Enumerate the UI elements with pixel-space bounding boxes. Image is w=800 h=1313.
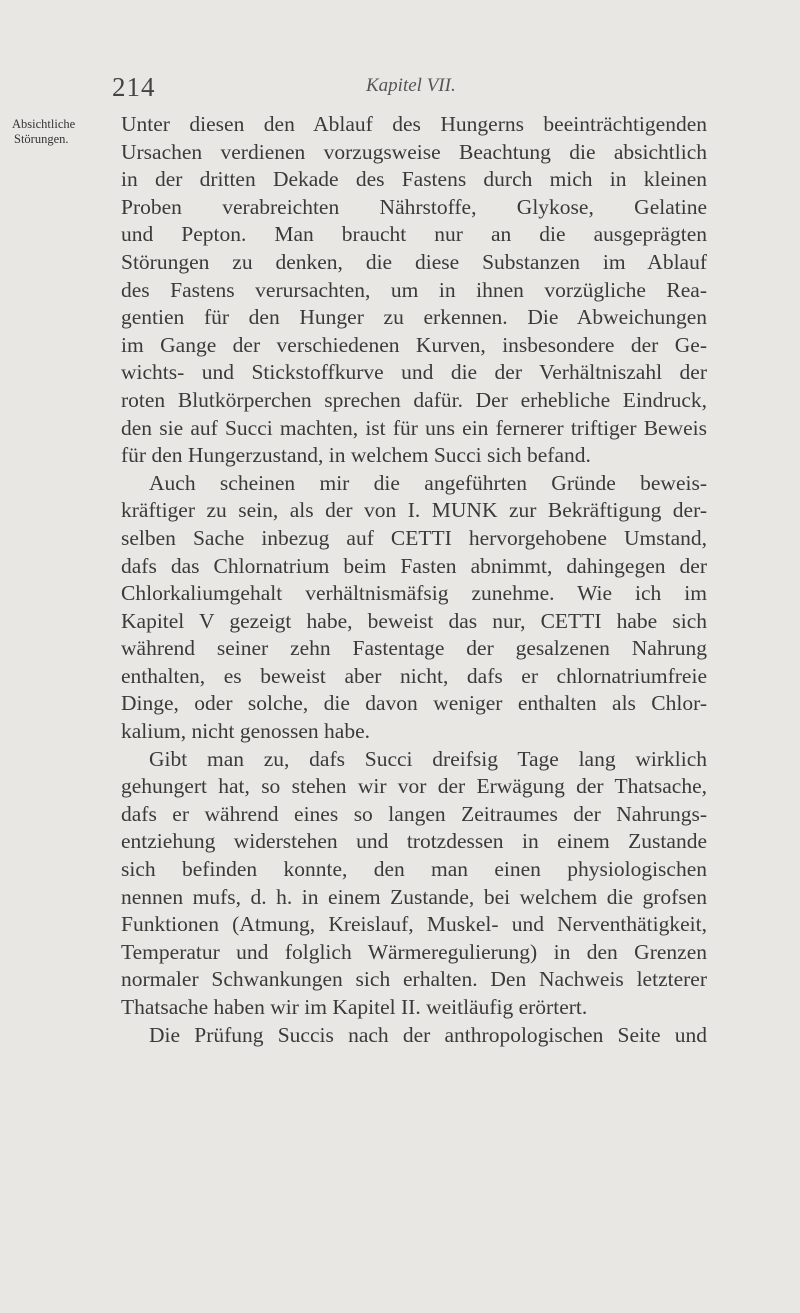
text-line: den sie auf Succi machten, ist für uns ein fernerer triftiger Beweis <box>121 415 707 440</box>
text-line: entziehung widerstehen und trotzdessen in einem Zustande <box>121 829 707 854</box>
text-line: Temperatur und folglich Wärmeregulierung) in den Grenzen <box>121 939 707 964</box>
text-line: Ursachen verdienen vorzugsweise Beachtung die absichtlich <box>121 139 707 164</box>
text-line: normaler Schwankungen sich erhalten. Den Nachweis letzterer <box>121 967 707 992</box>
page-number: 214 <box>112 72 156 102</box>
margin-note-line-2: Störungen. <box>14 132 69 146</box>
text-line: kalium, nicht genossen habe. <box>121 719 370 744</box>
text-line: dafs das Chlornatrium beim Fasten abnimmt, dahingegen der <box>121 553 707 578</box>
text-line: Die Prüfung Succis nach der anthropologischen Seite und <box>149 1022 707 1047</box>
text-line: und Pepton. Man braucht nur an die ausgeprägten <box>121 222 707 247</box>
text-line: während seiner zehn Fastentage der gesalzenen Nahrung <box>121 636 707 661</box>
text-line: Funktionen (Atmung, Kreislauf, Muskel- und Nerventhätigkeit, <box>121 912 707 937</box>
text-line: Chlorkaliumgehalt verhältnismäfsig zunehme. Wie ich im <box>121 581 707 606</box>
margin-note-line-1: Absichtliche <box>12 117 76 131</box>
text-line: gentien für den Hunger zu erkennen. Die Abweichungen <box>121 305 707 330</box>
text-line: Kapitel V gezeigt habe, beweist das nur, CETTI habe sich <box>121 608 707 633</box>
text-line: kräftiger zu sein, als der von I. MUNK zur Bekräftigung der- <box>121 498 707 523</box>
text-line: Unter diesen den Ablauf des Hungerns beeinträchtigenden <box>121 112 707 136</box>
text-line: dafs er während eines so langen Zeitraumes der Nahrungs- <box>121 801 707 826</box>
text-line: Auch scheinen mir die angeführten Gründe beweis- <box>149 470 707 495</box>
text-line: des Fastens verursachten, um in ihnen vorzügliche Rea- <box>121 277 707 302</box>
text-line: Thatsache haben wir im Kapitel II. weitläufig erörtert. <box>121 995 588 1019</box>
text-line: in der dritten Dekade des Fastens durch mich in kleinen <box>121 167 707 192</box>
text-line: selben Sache inbezug auf CETTI hervorgehobene Umstand, <box>121 525 707 550</box>
text-line: Störungen zu denken, die diese Substanzen im Ablauf <box>121 249 707 274</box>
body-text <box>121 111 707 1049</box>
text-line: Gibt man zu, dafs Succi dreifsig Tage lang wirklich <box>149 746 707 771</box>
text-line: sich befinden konnte, den man einen physiologischen <box>121 857 707 882</box>
text-line: im Gange der verschiedenen Kurven, insbesondere der Ge- <box>121 332 707 357</box>
margin-note <box>12 117 112 147</box>
text-line: Proben verabreichten Nährstoffe, Glykose, Gelatine <box>121 194 707 219</box>
text-line: wichts- und Stickstoffkurve und die der Verhältniszahl der <box>121 360 707 385</box>
running-head: Kapitel VII. <box>366 75 456 96</box>
text-line: enthalten, es beweist aber nicht, dafs er chlornatriumfreie <box>121 663 707 688</box>
text-line: gehungert hat, so stehen wir vor der Erwägung der Thatsache, <box>121 774 707 799</box>
text-line: Dinge, oder solche, die davon weniger enthalten als Chlor- <box>121 691 707 716</box>
text-line: roten Blutkörperchen sprechen dafür. Der erhebliche Eindruck, <box>121 387 707 412</box>
text-line: für den Hungerzustand, in welchem Succi sich befand. <box>121 443 591 468</box>
page-header <box>0 72 800 112</box>
text-line: nennen mufs, d. h. in einem Zustande, bei welchem die grofsen <box>121 884 707 909</box>
